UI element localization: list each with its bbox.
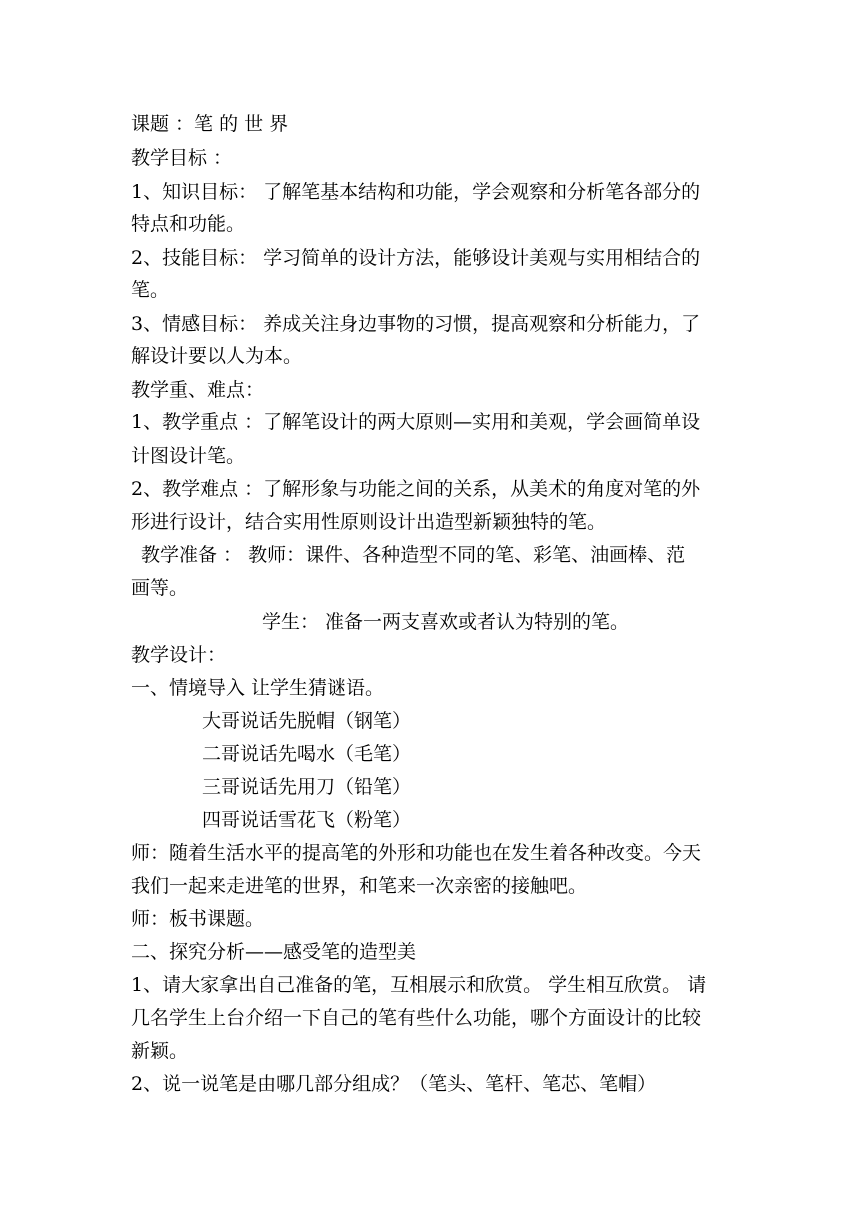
teacher-intro-line-1: 师：随着生活水平的提高笔的外形和功能也在发生着各种改变。今天: [131, 842, 702, 864]
teacher-intro-line-2: 我们一起来走进笔的世界，和笔来一次亲密的接触吧。: [131, 875, 588, 897]
explore-heading: 二、探究分析——感受笔的造型美: [131, 941, 417, 963]
preparation-teacher-line-2: 画等。: [131, 577, 189, 599]
riddle-4: 四哥说话雪花飞（粉笔）: [202, 809, 412, 831]
section-heading-design: 教学设计：: [131, 644, 227, 666]
section-heading-objectives: 教学目标 ：: [131, 147, 233, 169]
explore-step-1-line-1: 1、请大家拿出自己准备的笔，互相展示和欣赏。 学生相互欣赏。 请: [131, 974, 707, 996]
teacher-board-title: 师：板书课题。: [131, 908, 265, 930]
key-point-line-2: 计图设计笔。: [131, 445, 246, 467]
objective-emotion-line-2: 解设计要以人为本。: [131, 345, 303, 367]
objective-skill-line-1: 2、技能目标： 学习简单的设计方法，能够设计美观与实用相结合的: [131, 247, 701, 269]
explore-step-2: 2、说一说笔是由哪几部分组成？（笔头、笔杆、笔芯、笔帽）: [131, 1073, 657, 1095]
lesson-title: 课题 ：笔 的 世 界: [131, 113, 289, 135]
difficult-point-line-2: 形进行设计，结合实用性原则设计出造型新颖独特的笔。: [131, 511, 607, 533]
explore-step-1-line-2: 几名学生上台介绍一下自己的笔有些什么功能，哪个方面设计的比较: [131, 1007, 702, 1029]
objective-knowledge-line-2: 特点和功能。: [131, 213, 246, 235]
riddle-2: 二哥说话先喝水（毛笔）: [202, 743, 412, 765]
preparation-teacher-line-1: 教学准备 ： 教师：课件、各种造型不同的笔、彩笔、油画棒、范: [141, 544, 686, 566]
objective-knowledge-line-1: 1、知识目标： 了解笔基本结构和功能，学会观察和分析笔各部分的: [131, 181, 701, 203]
explore-step-1-line-3: 新颖。: [131, 1040, 189, 1062]
intro-heading: 一、情境导入 让学生猜谜语。: [131, 677, 385, 699]
key-point-line-1: 1、教学重点 ：了解笔设计的两大原则—实用和美观，学会画简单设: [131, 411, 701, 433]
objective-emotion-line-1: 3、情感目标： 养成关注身边事物的习惯，提高观察和分析能力，了: [131, 313, 701, 335]
riddle-3: 三哥说话先用刀（铅笔）: [202, 776, 412, 798]
riddle-1: 大哥说话先脱帽（钢笔）: [202, 710, 412, 732]
objective-skill-line-2: 笔。: [131, 279, 170, 301]
preparation-student: 学生： 准备一两支喜欢或者认为特别的笔。: [262, 611, 630, 633]
difficult-point-line-1: 2、教学难点 ：了解形象与功能之间的关系，从美术的角度对笔的外: [131, 478, 701, 500]
section-heading-key-points: 教学重、难点：: [131, 379, 265, 401]
